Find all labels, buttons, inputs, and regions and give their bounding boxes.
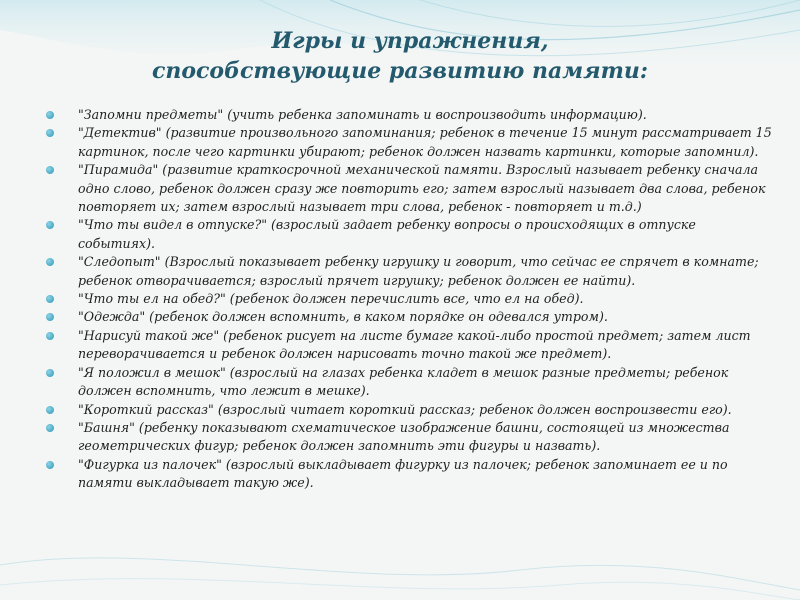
list-item xyxy=(46,216,776,253)
item-text: "Короткий рассказ" (взрослый читает короткий рассказ; ребенок должен воспроизвести его). xyxy=(78,401,732,417)
bullet-icon xyxy=(46,406,54,414)
exercise-list xyxy=(46,106,776,493)
list-item xyxy=(46,401,776,419)
item-text: "Башня" (ребенку показывают схематическое изображение башни, состоящей из множества геометрических фигур; ребенок должен запомнить эти фигуры и назвать). xyxy=(78,419,730,454)
item-text: "Что ты видел в отпуске?" (взрослый задает ребенку вопросы о происходящих в отпуске событиях). xyxy=(78,217,696,251)
item-text: "Запомни предметы" (учить ребенка запоминать и воспроизводить информацию). xyxy=(78,107,647,122)
item-text: "Я положил в мешок" (взрослый на глазах ребенка кладет в мешок разные предметы; ребенок должен вспомнить, что лежит в мешке). xyxy=(78,364,729,399)
bullet-icon xyxy=(46,166,54,174)
bullet-icon xyxy=(46,313,54,321)
title-line-2: способствующие развитию памяти: xyxy=(151,58,649,84)
list-item xyxy=(46,419,776,456)
bullet-icon xyxy=(46,461,54,469)
list-item xyxy=(46,290,776,308)
title-line-1: Игры и упражнения, xyxy=(271,28,549,54)
item-text: "Фигурка из палочек" (взрослый выкладывает фигурку из палочек; ребенок запоминает ее и по памяти выкладывает такую же). xyxy=(78,456,728,491)
item-text: "Нарисуй такой же" (ребенок рисует на листе бумаге какой-либо простой предмет; затем лист переворачивается и ребенок должен нарисовать точно такой же предмет). xyxy=(78,327,751,362)
bullet-icon xyxy=(46,332,54,340)
item-text: "Детектив" (развитие произвольного запоминания; ребенок в течение 15 минут рассматривает 15 картинок, после чего картинки убирают; ребенок должен назвать картинки, которые запомнил). xyxy=(78,125,772,159)
bullet-icon xyxy=(46,111,54,119)
bullet-icon xyxy=(46,369,54,377)
bullet-icon xyxy=(46,295,54,303)
list-item xyxy=(46,253,776,290)
slide-title xyxy=(0,26,800,86)
list-item xyxy=(46,106,776,124)
item-text: "Что ты ел на обед?" (ребенок должен перечислить все, что ел на обед). xyxy=(78,291,584,307)
bullet-icon xyxy=(46,221,54,229)
list-item xyxy=(46,364,776,401)
bullet-icon xyxy=(46,424,54,432)
item-text: "Пирамида" (развитие краткосрочной механической памяти. Взрослый называет ребенку сначала одно слово, ребенок должен сразу же повторить его; затем взрослый называет два слова, ребенок повторяет их; затем взрослый называет три слова, ребенок - повторяет и т.д.) xyxy=(78,162,766,215)
item-text: "Одежда" (ребенок должен вспомнить, в каком порядке он одевался утром). xyxy=(78,309,608,325)
list-item xyxy=(46,161,776,216)
list-item xyxy=(46,456,776,493)
bullet-icon xyxy=(46,129,54,137)
item-text: "Следопыт" (Взрослый показывает ребенку игрушку и говорит, что сейчас ее спрячет в комнате; ребенок отворачивается; взрослый прячет игрушку; ребенок должен ее найти). xyxy=(78,254,759,288)
bullet-icon xyxy=(46,258,54,266)
list-item xyxy=(46,308,776,326)
list-item xyxy=(46,327,776,364)
list-item xyxy=(46,124,776,161)
